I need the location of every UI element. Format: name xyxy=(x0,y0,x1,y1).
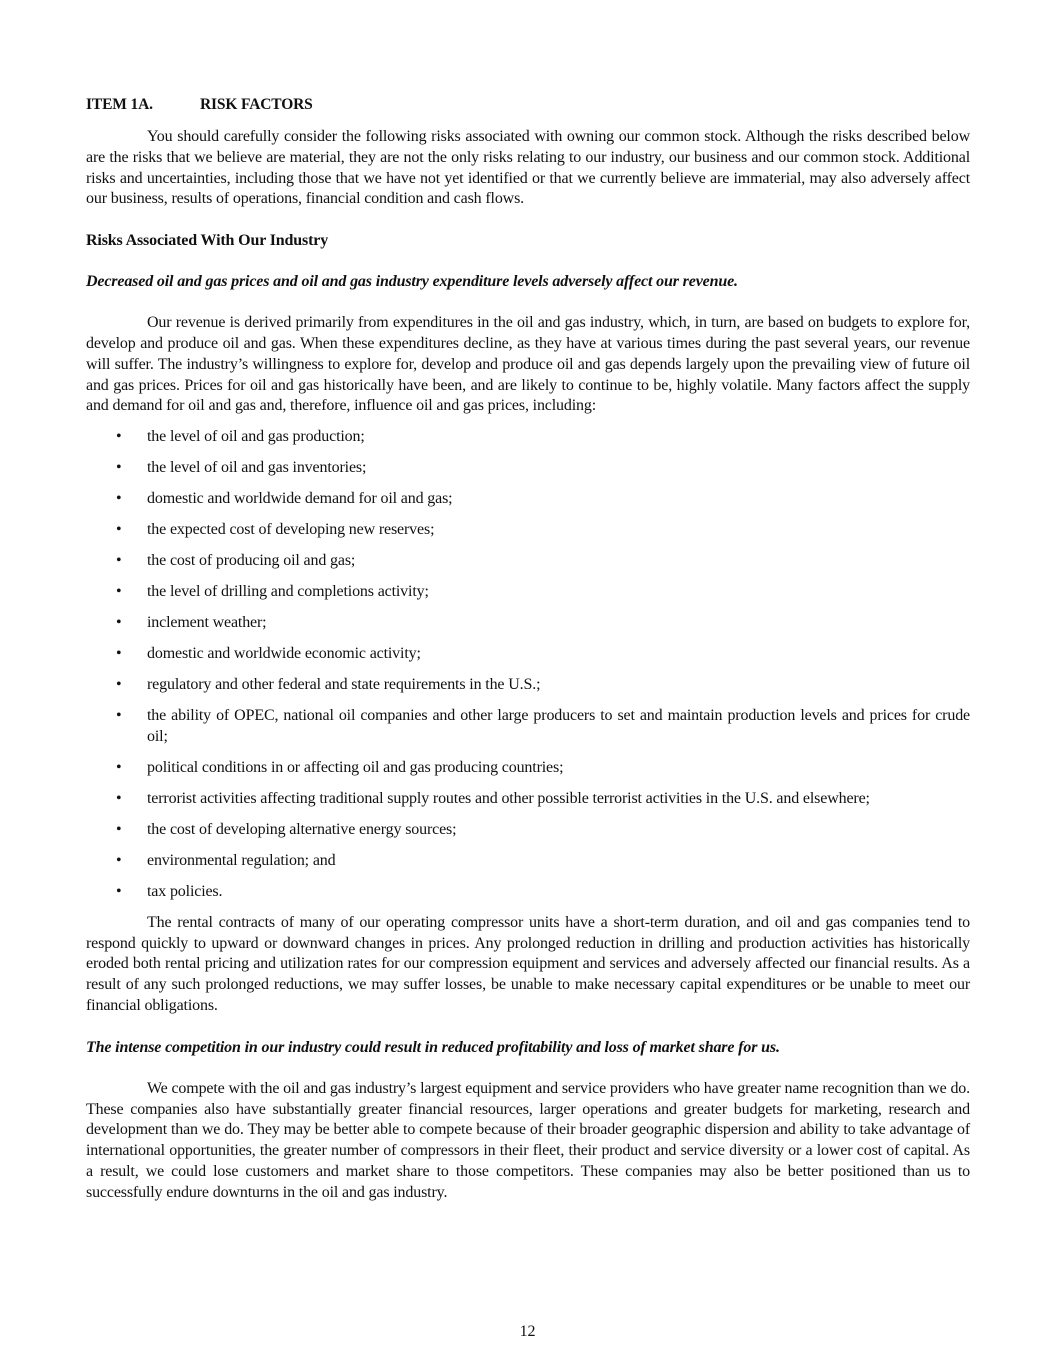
document-page xyxy=(86,95,970,1204)
list-item: • political conditions in or affecting oil and gas producing countries; xyxy=(86,758,970,779)
price-factors-list xyxy=(86,427,970,902)
intro-paragraph: You should carefully consider the following risks associated with owning our common stock. Although the risks described below are the risks that we believe are material, they are not the only risks relating to our industry, our business and our common stock. Additional risks and uncertainties, including those that we have not yet identified or that we currently believe are immaterial, may also adversely affect our business, results of operations, financial condition and cash flows. xyxy=(86,128,970,208)
risk-heading-prices: Decreased oil and gas prices and oil and gas industry expenditure levels adversely affect our revenue. xyxy=(86,273,738,291)
bullet-icon: • xyxy=(116,583,122,601)
bullet-icon: • xyxy=(116,789,122,807)
page-number: 12 xyxy=(519,1323,536,1340)
list-item: • the cost of developing alternative energy sources; xyxy=(86,820,970,841)
item-heading xyxy=(86,95,970,115)
bullet-icon: • xyxy=(116,707,122,725)
bullet-icon: • xyxy=(116,820,122,838)
list-item: • the ability of OPEC, national oil companies and other large producers to set and maintain production levels and prices for crude oil; xyxy=(116,707,970,745)
bullet-icon: • xyxy=(116,459,122,477)
bullet-icon: • xyxy=(116,428,122,446)
risk-competition-paragraph: We compete with the oil and gas industry’s largest equipment and service providers who have greater name recognition than we do. These companies also have substantially greater financial resources, larger operations and greater budgets for marketing, research and development than we do. They may be better able to compete because of their broader geographic dispersion and ability to take advantage of international opportunities, the greater number of compressors in their fleet, their product and service diversity or a lower cost of capital. As a result, we could lose customers and market share to those competitors. These companies may also be better positioned than us to successfully endure downturns in the oil and gas industry. xyxy=(86,1079,970,1201)
bullet-icon: • xyxy=(116,882,122,900)
bullet-icon: • xyxy=(116,851,122,869)
item-title: RISK FACTORS xyxy=(200,96,313,113)
list-item: • the level of oil and gas production; xyxy=(86,427,970,448)
bullet-icon: • xyxy=(116,758,122,776)
list-item: • inclement weather; xyxy=(86,613,970,634)
bullet-icon: • xyxy=(116,614,122,632)
risk-prices-paragraph-2: The rental contracts of many of our operating compressor units have a short-term duration, and oil and gas companies tend to respond quickly to upward or downward changes in prices. Any prolonged reduction in drilling and production activities has historically eroded both rental pricing and utilization rates for our compression equipment and services and adversely affected our financial results. As a result of any such prolonged reductions, we may suffer losses, be unable to make necessary capital expenditures or be unable to meet our financial obligations. xyxy=(86,913,970,1014)
list-item: • environmental regulation; and xyxy=(86,851,970,872)
list-item: • the expected cost of developing new reserves; xyxy=(86,520,970,541)
list-item: • domestic and worldwide demand for oil and gas; xyxy=(86,489,970,510)
item-number: ITEM 1A. xyxy=(86,96,153,113)
section-heading: Risks Associated With Our Industry xyxy=(86,232,329,250)
bullet-icon: • xyxy=(116,552,122,570)
list-item: • the level of drilling and completions activity; xyxy=(86,582,970,603)
bullet-icon: • xyxy=(116,645,122,663)
risk-prices-paragraph: Our revenue is derived primarily from expenditures in the oil and gas industry, which, in turn, are based on budgets to explore for, develop and produce oil and gas. When these expenditures decline, as they have at various times during the past several years, our revenue will suffer. The industry’s willingness to explore for, develop and produce oil and gas depends largely upon the prevailing view of future oil and gas prices. Prices for oil and gas historically have been, and are likely to continue to be, highly volatile. Many factors affect the supply and demand for oil and gas and, therefore, influence oil and gas prices, including: xyxy=(86,314,970,415)
list-item: • domestic and worldwide economic activity; xyxy=(86,644,970,665)
list-item: • the level of oil and gas inventories; xyxy=(86,458,970,479)
list-item: • the cost of producing oil and gas; xyxy=(86,551,970,572)
bullet-icon: • xyxy=(116,676,122,694)
list-item: • tax policies. xyxy=(86,882,970,903)
list-item: • terrorist activities affecting traditional supply routes and other possible terrorist activities in the U.S. and elsewhere; xyxy=(86,789,970,810)
list-item: • regulatory and other federal and state requirements in the U.S.; xyxy=(86,675,970,696)
bullet-icon: • xyxy=(116,490,122,508)
bullet-icon: • xyxy=(116,521,122,539)
risk-heading-competition: The intense competition in our industry could result in reduced profitability and loss of market share for us. xyxy=(86,1038,780,1056)
